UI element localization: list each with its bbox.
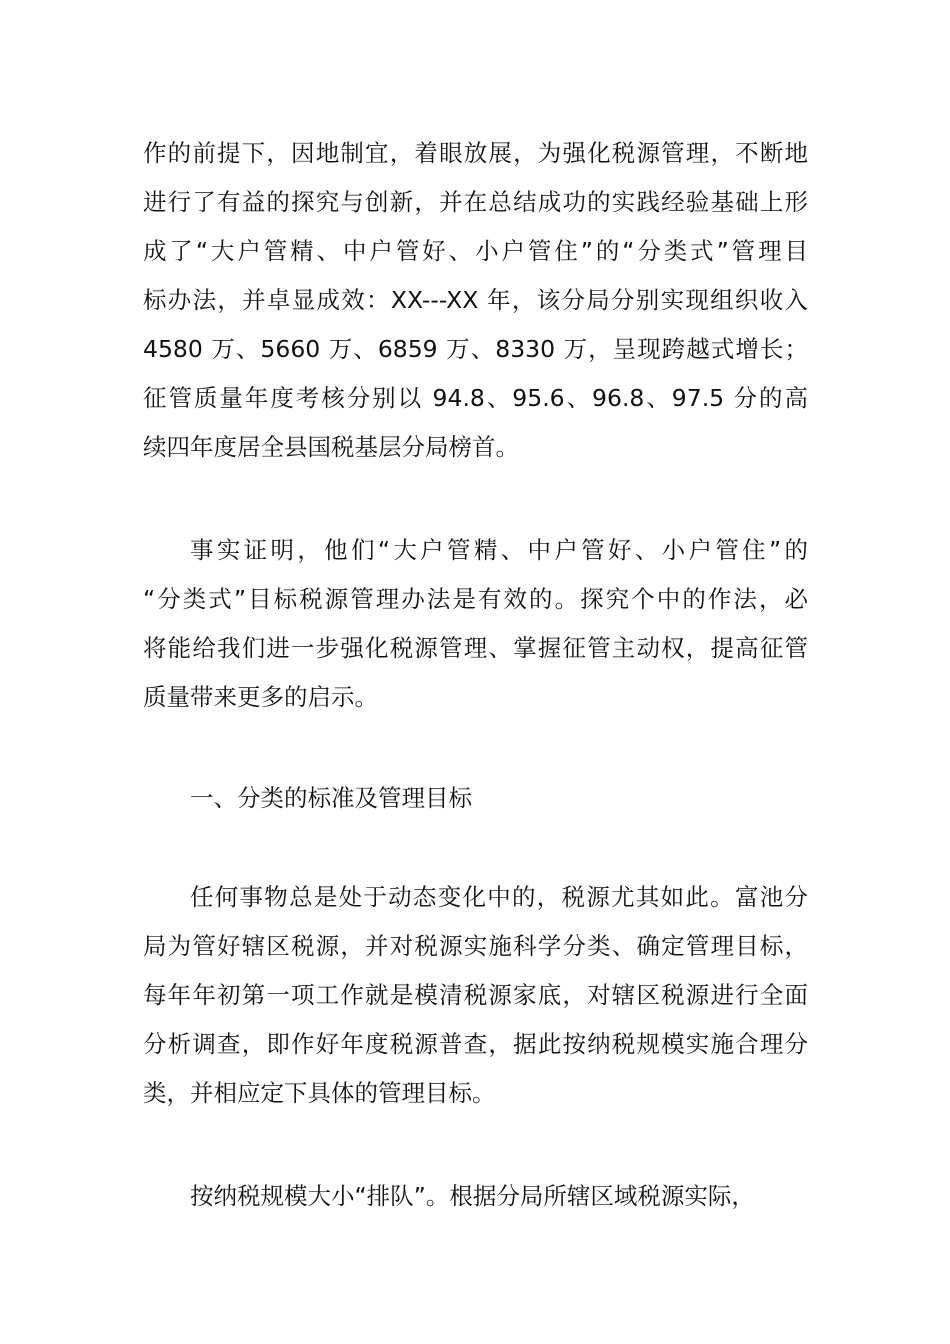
text-line: 质量带来更多的启示。 [143,683,378,711]
text-line: 将能给我们进一步强化税源管理、掌握征管主动权，提高征管 [143,634,808,662]
text-line: 任何事物总是处于动态变化中的，税源尤其如此。富池分 [190,883,808,911]
text-line: 类，并相应定下具体的管理目标。 [143,1079,496,1107]
text-line: “分类式”目标税源管理办法是有效的。探究个中的作法，必 [143,585,808,613]
text-line: 局为管好辖区税源，并对税源实施科学分类、确定管理目标， [143,932,808,960]
paragraph-ranking [143,1172,808,1221]
text-line: 作的前提下，因地制宜，着眼放展，为强化税源管理，不断地 [143,139,808,167]
paragraph-conclusion [143,526,808,722]
text-line: 事实证明，他们“大户管精、中户管好、小户管住”的 [190,536,808,564]
paragraph-classification [143,873,808,1118]
section-heading [143,774,808,823]
text-line: 标办法，并卓显成效：XX---XX 年，该分局分别实现组织收入 [143,286,808,314]
text-line: 续四年度居全县国税基层分局榜首。 [143,433,519,461]
text-line: 征管质量年度考核分别以 94.8、95.6、96.8、97.5 分的高 [143,384,808,412]
text-line: 每年年初第一项工作就是模清税源家底，对辖区税源进行全面 [143,981,808,1009]
text-line: 分析调查，即作好年度税源普查，据此按纳税规模实施合理分 [143,1030,808,1058]
paragraph-results [143,129,808,472]
text-line: 4580 万、5660 万、6859 万、8330 万，呈现跨越式增长； [143,335,808,363]
text-line: 成了“大户管精、中户管好、小户管住”的“分类式”管理目 [143,237,808,265]
text-line: 进行了有益的探究与创新，并在总结成功的实践经验基础上形 [143,188,808,216]
text-line: 按纳税规模大小“排队”。根据分局所辖区域税源实际， [190,1182,755,1210]
heading-text: 一、分类的标准及管理目标 [190,784,472,812]
